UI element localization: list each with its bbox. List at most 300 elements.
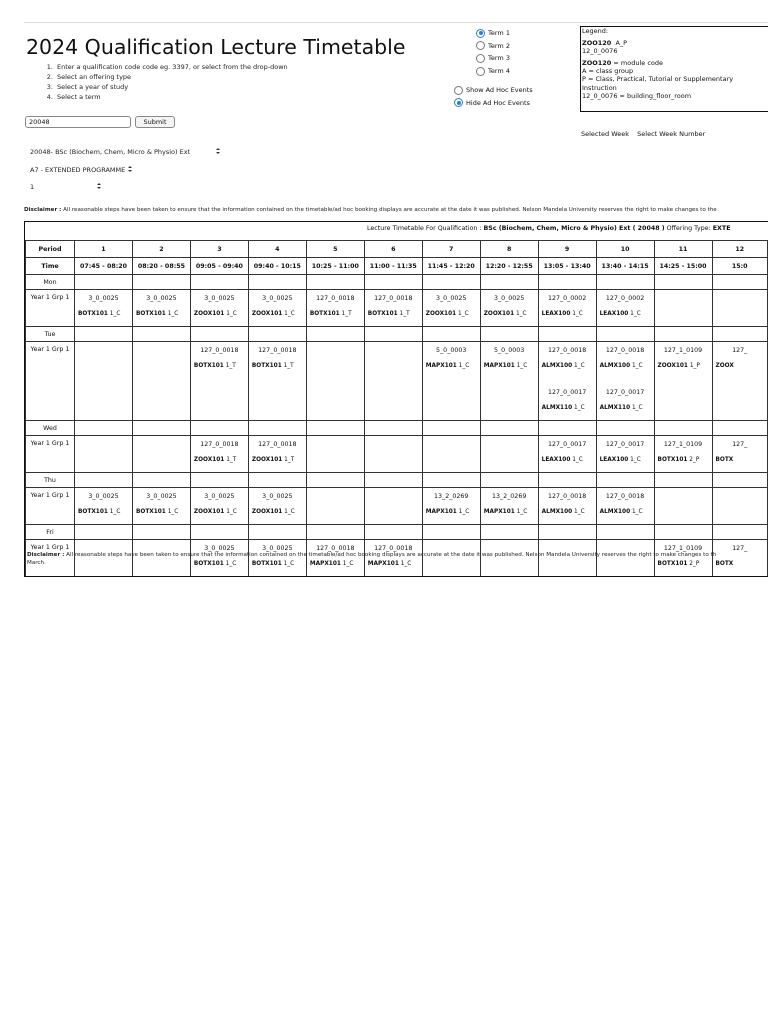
day-name: Wed xyxy=(26,421,75,436)
disclaimer-text-2: March. xyxy=(27,560,46,566)
module-suffix: 1_C xyxy=(284,311,295,317)
time-row xyxy=(26,258,768,275)
cell-module xyxy=(597,307,654,322)
day-row-cell xyxy=(480,275,538,290)
module-suffix: 1_C xyxy=(574,509,585,515)
module-suffix: 1_C xyxy=(631,509,643,515)
caption-prefix: Lecture Timetable For Qualification : xyxy=(367,225,484,232)
module-code: MAPX101 xyxy=(483,363,515,369)
timetable-cell[interactable] xyxy=(480,342,538,421)
module-code: MAPX101 xyxy=(425,363,457,369)
period-row xyxy=(26,241,768,258)
timetable-cell[interactable] xyxy=(596,436,654,473)
day-row-cell xyxy=(190,327,248,342)
timetable-cell xyxy=(132,436,190,473)
module-suffix: 1_C xyxy=(630,311,641,317)
module-suffix: 1_C xyxy=(631,405,643,411)
timetable-cell[interactable] xyxy=(364,290,422,327)
module-suffix: 2_P xyxy=(689,457,700,463)
day-row-cell xyxy=(538,473,596,488)
time-slot: 07:45 - 08:20 xyxy=(75,258,133,275)
select-arrows-icon xyxy=(97,184,103,190)
timetable-cell[interactable] xyxy=(480,488,538,525)
day-row xyxy=(26,275,768,290)
period-number: 5 xyxy=(306,241,364,258)
radio-icon[interactable] xyxy=(454,86,463,95)
time-slot: 14:25 - 15:00 xyxy=(654,258,712,275)
timetable-cell[interactable] xyxy=(248,436,306,473)
disclaimer-bottom xyxy=(27,551,757,567)
adhoc-radio-group xyxy=(454,84,533,109)
time-slot: 13:40 - 14:15 xyxy=(596,258,654,275)
cell-room: 127_0_0018 xyxy=(316,295,355,302)
time-slot: 09:40 - 10:15 xyxy=(248,258,306,275)
day-row-cell xyxy=(596,275,654,290)
timetable-cell[interactable] xyxy=(190,436,248,473)
module-suffix: 1_C xyxy=(516,363,528,369)
day-row-cell xyxy=(132,421,190,436)
timetable-cell[interactable] xyxy=(248,342,306,421)
legend-heading: Legend: xyxy=(582,27,609,35)
day-row-cell xyxy=(596,421,654,436)
cell-module xyxy=(423,307,480,322)
day-row-cell xyxy=(306,275,364,290)
time-header: Time xyxy=(26,258,75,275)
module-suffix: 1_C xyxy=(516,509,528,515)
offering-select-value: A7 - EXTENDED PROGRAMME xyxy=(30,166,126,174)
day-row-cell xyxy=(538,275,596,290)
cell-room: 127_ xyxy=(732,347,748,354)
top-divider xyxy=(24,22,768,23)
day-row-cell xyxy=(712,421,768,436)
module-suffix: 1_C xyxy=(574,363,585,369)
legend-line-group: A = class group xyxy=(582,67,634,76)
timetable-cell[interactable] xyxy=(538,290,596,327)
timetable-cell xyxy=(654,488,712,525)
select-arrows-icon xyxy=(216,149,222,155)
cell-module xyxy=(191,307,248,322)
module-code: BOTX101 xyxy=(78,311,108,317)
time-slot: 11:00 - 11:35 xyxy=(364,258,422,275)
module-suffix: 1_T xyxy=(226,457,237,463)
day-row-cell xyxy=(654,421,712,436)
adhoc-label: Show Ad Hoc Events xyxy=(466,86,533,95)
cell-module xyxy=(191,505,248,520)
day-row-cell xyxy=(712,275,768,290)
cell-room: 127_0_0018 xyxy=(258,347,297,354)
term-option-1[interactable] xyxy=(476,27,510,40)
day-name: Mon xyxy=(26,275,75,290)
instruction-item: 4. Select a term xyxy=(55,92,288,102)
timetable-caption xyxy=(25,222,768,240)
module-code: BOTX101 xyxy=(367,311,398,317)
cell-module xyxy=(249,307,306,322)
cell-module xyxy=(191,453,248,468)
timetable-cell xyxy=(364,488,422,525)
module-code: ZOOX101 xyxy=(251,311,283,317)
cell-module xyxy=(249,359,306,374)
timetable-cell[interactable] xyxy=(596,290,654,327)
timetable-cell xyxy=(306,342,364,421)
day-row-cell xyxy=(248,473,306,488)
module-suffix: 1_C xyxy=(109,509,121,515)
day-row-cell xyxy=(75,473,133,488)
cell-module xyxy=(597,359,654,374)
timetable-cell xyxy=(364,436,422,473)
day-name: Thu xyxy=(26,473,75,488)
module-suffix: 1_C xyxy=(342,561,354,567)
cell-module xyxy=(539,505,596,520)
module-suffix: 1_C xyxy=(572,311,583,317)
cell-module xyxy=(133,307,190,322)
timetable-cell[interactable] xyxy=(422,342,480,421)
period-number: 3 xyxy=(190,241,248,258)
cell-room: 127_0_0018 xyxy=(547,493,587,500)
term-option-2[interactable] xyxy=(476,40,510,53)
day-row xyxy=(26,473,768,488)
day-row-cell xyxy=(538,525,596,540)
day-row-cell xyxy=(422,421,480,436)
cell-module xyxy=(713,453,768,468)
day-row-cell xyxy=(596,327,654,342)
cell-module xyxy=(423,359,480,374)
module-code: ALMX100 xyxy=(599,363,631,369)
cell-room: 127_0_0018 xyxy=(200,347,239,354)
group-row xyxy=(26,436,768,473)
day-row-cell xyxy=(306,421,364,436)
timetable-cell xyxy=(480,436,538,473)
cell-room: 127_0_0018 xyxy=(374,295,413,302)
timetable-cell xyxy=(75,342,133,421)
cell-module xyxy=(539,359,596,374)
caption-offering-prefix: Offering Type: xyxy=(664,225,713,232)
module-code: MAPX101 xyxy=(483,509,515,515)
timetable-cell xyxy=(712,290,768,327)
day-row-cell xyxy=(132,327,190,342)
adhoc-label: Hide Ad Hoc Events xyxy=(466,98,530,107)
group-label: Year 1 Grp 1 xyxy=(26,290,75,327)
timetable-grid xyxy=(25,240,768,577)
module-suffix: 1_C xyxy=(109,311,121,317)
module-code: ALMX110 xyxy=(599,405,631,411)
module-code: BOTX xyxy=(715,457,734,463)
cell-room: 13_2_0269 xyxy=(434,493,469,500)
timetable-cell[interactable] xyxy=(248,290,306,327)
day-row-cell xyxy=(480,421,538,436)
day-row-cell xyxy=(306,327,364,342)
cell-module xyxy=(597,505,654,520)
cell-room: 127_0_0017 xyxy=(547,441,587,448)
show-adhoc-option[interactable] xyxy=(454,84,533,97)
module-suffix: 1_C xyxy=(458,509,470,515)
day-row-cell xyxy=(364,275,422,290)
module-code: MAPX101 xyxy=(425,509,457,515)
disclaimer-label: Disclaimer : xyxy=(27,552,65,558)
cell-room: 127_0_0017 xyxy=(547,389,587,396)
timetable-cell[interactable] xyxy=(422,488,480,525)
period-number: 9 xyxy=(538,241,596,258)
radio-selected-icon[interactable] xyxy=(476,29,485,38)
module-suffix: 1_T xyxy=(399,311,410,317)
day-row-cell xyxy=(75,525,133,540)
day-row-cell xyxy=(596,473,654,488)
caption-qualification: BSc (Biochem, Chem, Micro & Physio) Ext ( 20048 ) xyxy=(483,225,665,232)
cell-module xyxy=(597,401,654,416)
timetable-cell[interactable] xyxy=(190,488,248,525)
legend-example xyxy=(582,39,768,47)
day-row-cell xyxy=(248,327,306,342)
timetable-cell xyxy=(306,488,364,525)
day-row xyxy=(26,525,768,540)
cell-module xyxy=(655,359,712,374)
module-code: BOTX101 xyxy=(657,561,688,567)
day-row-cell xyxy=(654,327,712,342)
module-code: LEAX100 xyxy=(599,311,629,317)
timetable-cell[interactable] xyxy=(190,290,248,327)
cell-module xyxy=(423,505,480,520)
legend-example-room: 12_0_0076 xyxy=(582,47,618,56)
module-suffix: 2_P xyxy=(689,561,700,567)
instruction-item: 3. Select a year of study xyxy=(55,82,288,92)
timetable-cell xyxy=(712,488,768,525)
day-row-cell xyxy=(712,525,768,540)
day-row-cell xyxy=(422,275,480,290)
qualification-code-input[interactable] xyxy=(25,116,131,128)
cell-room: 3_0_0025 xyxy=(146,493,177,500)
timetable-cell[interactable] xyxy=(132,488,190,525)
period-number: 10 xyxy=(596,241,654,258)
module-code: ZOOX101 xyxy=(251,457,283,463)
module-code: ZOOX101 xyxy=(193,311,225,317)
radio-icon[interactable] xyxy=(476,67,485,76)
day-row-cell xyxy=(422,327,480,342)
cell-room: 127_0_0018 xyxy=(200,441,239,448)
timetable-cell[interactable] xyxy=(712,342,768,421)
day-row xyxy=(26,327,768,342)
select-week-number[interactable]: Select Week Number xyxy=(637,130,706,138)
day-row-cell xyxy=(132,525,190,540)
day-row-cell xyxy=(75,327,133,342)
module-suffix: 1_C xyxy=(167,311,179,317)
module-suffix: 1_C xyxy=(458,311,469,317)
submit-button[interactable]: Submit xyxy=(135,116,175,128)
disclaimer-text: All reasonable steps have been taken to ensure that the information contained on the timetable/ad hoc booking displays are accurate at the date it was published. Nelson Mandela University reserves the right to make changes to the xyxy=(61,207,717,213)
day-row-cell xyxy=(364,473,422,488)
day-row-cell xyxy=(596,525,654,540)
module-code: MAPX101 xyxy=(309,561,341,567)
day-row-cell xyxy=(422,525,480,540)
cell-room: 3_0_0025 xyxy=(436,295,467,302)
day-row-cell xyxy=(480,473,538,488)
term-option-3[interactable] xyxy=(476,52,510,65)
disclaimer-top xyxy=(24,207,717,213)
day-row-cell xyxy=(364,525,422,540)
timetable-cell xyxy=(132,342,190,421)
radio-icon[interactable] xyxy=(476,41,485,50)
cell-room: 127_0_0018 xyxy=(605,493,645,500)
term-label: Term 1 xyxy=(488,29,510,38)
cell-room: 3_0_0025 xyxy=(146,295,177,302)
cell-module xyxy=(655,453,712,468)
offering-select[interactable] xyxy=(30,166,134,174)
timetable-cell[interactable] xyxy=(190,342,248,421)
module-suffix: 1_P xyxy=(689,363,700,369)
module-code: ZOOX xyxy=(715,363,734,369)
module-code: BOTX101 xyxy=(251,561,282,567)
cell-module xyxy=(191,359,248,374)
module-suffix: 1_C xyxy=(284,509,295,515)
cell-room: 3_0_0025 xyxy=(204,545,235,552)
timetable-cell[interactable] xyxy=(538,342,596,421)
module-suffix: 1_T xyxy=(284,457,295,463)
qualification-select[interactable] xyxy=(30,148,222,156)
day-row-cell xyxy=(654,525,712,540)
radio-icon[interactable] xyxy=(476,54,485,63)
timetable-cell[interactable] xyxy=(538,436,596,473)
module-code: BOTX101 xyxy=(309,311,340,317)
timetable-cell[interactable] xyxy=(480,290,538,327)
module-suffix: 1_C xyxy=(630,457,641,463)
day-row-cell xyxy=(538,421,596,436)
cell-room: 127_0_0002 xyxy=(605,295,645,302)
period-number: 12 xyxy=(712,241,768,258)
module-code: BOTX101 xyxy=(135,509,166,515)
group-label: Year 1 Grp 1 xyxy=(26,436,75,473)
module-suffix: 1_C xyxy=(572,457,583,463)
cell-module xyxy=(481,359,538,374)
time-slot: 11:45 - 12:20 xyxy=(422,258,480,275)
module-code: ALMX100 xyxy=(599,509,631,515)
qualification-select-value: 20048- BSc (Biochem, Chem, Micro & Physio) Ext xyxy=(30,148,191,156)
module-suffix: 1_C xyxy=(226,311,237,317)
day-row-cell xyxy=(190,525,248,540)
cell-module xyxy=(133,505,190,520)
cell-room: 3_0_0025 xyxy=(88,295,119,302)
module-code: BOTX xyxy=(715,561,734,567)
day-row-cell xyxy=(422,473,480,488)
group-label: Year 1 Grp 1 xyxy=(26,342,75,421)
timetable-panel xyxy=(24,221,768,577)
legend-example-suffix: A_P xyxy=(615,39,628,48)
module-code: BOTX101 xyxy=(193,363,224,369)
timetable-cell[interactable] xyxy=(712,436,768,473)
timetable-cell[interactable] xyxy=(75,290,133,327)
legend-code-rest: = module code xyxy=(611,59,664,68)
period-number: 7 xyxy=(422,241,480,258)
cell-room: 3_0_0025 xyxy=(262,493,293,500)
cell-room: 3_0_0025 xyxy=(262,295,293,302)
year-select-value: 1 xyxy=(30,183,35,191)
cell-room: 13_2_0269 xyxy=(491,493,527,500)
cell-module xyxy=(481,307,538,322)
timetable-cell[interactable] xyxy=(248,488,306,525)
cell-module xyxy=(249,453,306,468)
timetable-cell xyxy=(364,342,422,421)
period-number: 4 xyxy=(248,241,306,258)
cell-room: 3_0_0025 xyxy=(88,493,119,500)
day-row-cell xyxy=(712,327,768,342)
module-code: LEAX100 xyxy=(541,311,571,317)
instructions-list xyxy=(42,62,288,102)
timetable-cell xyxy=(75,436,133,473)
cell-module xyxy=(365,307,422,322)
cell-room: 127_0_0018 xyxy=(316,545,355,552)
module-code: ALMX110 xyxy=(541,405,573,411)
timetable-cell xyxy=(422,436,480,473)
day-row-cell xyxy=(132,275,190,290)
legend-box xyxy=(580,26,768,112)
module-suffix: 1_C xyxy=(631,363,643,369)
timetable-cell[interactable] xyxy=(654,436,712,473)
cell-room: 127_1_0109 xyxy=(663,347,703,354)
cell-module xyxy=(307,307,364,322)
cell-room: 3_0_0025 xyxy=(262,545,293,552)
hide-adhoc-option[interactable] xyxy=(454,97,533,110)
period-number: 2 xyxy=(132,241,190,258)
cell-module xyxy=(249,505,306,520)
instruction-item: 1. Enter a qualification code code eg. 3397, or select from the drop-down xyxy=(55,62,288,72)
timetable-cell[interactable] xyxy=(654,342,712,421)
cell-module xyxy=(539,453,596,468)
day-name: Fri xyxy=(26,525,75,540)
day-row-cell xyxy=(75,275,133,290)
time-slot: 10:25 - 11:00 xyxy=(306,258,364,275)
day-row-cell xyxy=(248,525,306,540)
module-code: LEAX100 xyxy=(541,457,571,463)
module-code: ZOOX101 xyxy=(251,509,283,515)
day-name: Tue xyxy=(26,327,75,342)
cell-room: 127_1_0109 xyxy=(663,545,703,552)
module-suffix: 1_C xyxy=(400,561,412,567)
instruction-item: 2. Select an offering type xyxy=(55,72,288,82)
module-code: ALMX100 xyxy=(541,363,573,369)
timetable-cell xyxy=(654,290,712,327)
module-suffix: 1_C xyxy=(225,561,237,567)
day-row xyxy=(26,421,768,436)
timetable-cell[interactable] xyxy=(422,290,480,327)
module-code: ZOOX101 xyxy=(483,311,515,317)
period-number: 6 xyxy=(364,241,422,258)
timetable-cell[interactable] xyxy=(132,290,190,327)
module-suffix: 1_C xyxy=(167,509,179,515)
radio-selected-icon[interactable] xyxy=(454,98,463,107)
cell-room: 127_ xyxy=(732,441,748,448)
timetable-cell[interactable] xyxy=(538,488,596,525)
timetable-cell[interactable] xyxy=(596,342,654,421)
cell-module xyxy=(539,401,596,416)
legend-example-code: ZOO120 xyxy=(582,39,612,48)
legend-line-code xyxy=(582,59,768,67)
cell-room: 127_0_0017 xyxy=(605,389,645,396)
group-row xyxy=(26,342,768,421)
time-slot: 08:20 - 08:55 xyxy=(132,258,190,275)
timetable-cell[interactable] xyxy=(306,290,364,327)
year-select[interactable] xyxy=(30,183,103,191)
cell-room: 5_0_0003 xyxy=(493,347,525,354)
cell-room: 127_0_0018 xyxy=(547,347,587,354)
timetable-cell[interactable] xyxy=(596,488,654,525)
term-option-4[interactable] xyxy=(476,65,510,78)
timetable-cell[interactable] xyxy=(75,488,133,525)
page-title: 2024 Qualification Lecture Timetable xyxy=(26,35,406,59)
day-row-cell xyxy=(248,275,306,290)
module-code: BOTX101 xyxy=(135,311,166,317)
period-number: 1 xyxy=(75,241,133,258)
day-row-cell xyxy=(306,473,364,488)
term-radio-group xyxy=(476,27,510,77)
module-code: BOTX101 xyxy=(251,363,282,369)
module-code: ZOOX101 xyxy=(193,509,225,515)
